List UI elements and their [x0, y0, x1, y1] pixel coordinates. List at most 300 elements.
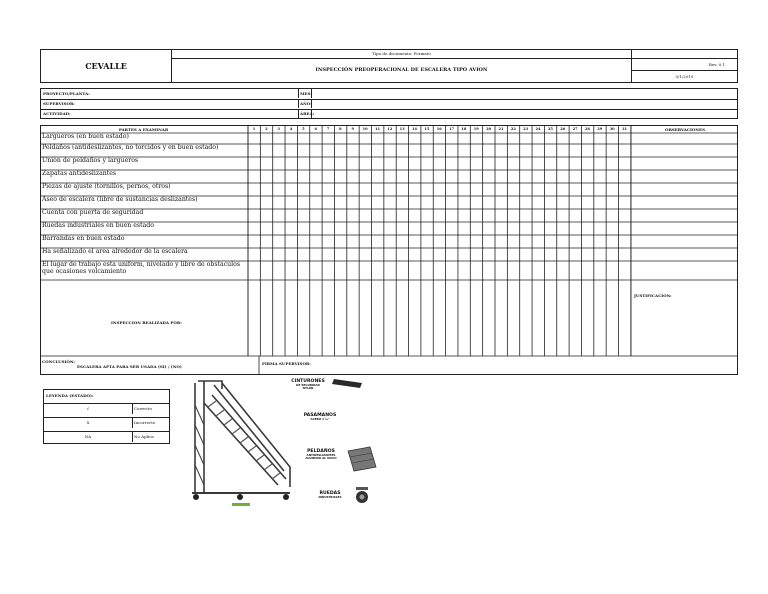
day-check-cell[interactable]	[557, 196, 569, 209]
day-check-cell[interactable]	[347, 144, 359, 157]
day-check-cell[interactable]	[569, 170, 581, 183]
day-check-cell[interactable]	[532, 222, 544, 235]
day-check-cell[interactable]	[495, 261, 507, 280]
day-check-cell[interactable]	[495, 222, 507, 235]
day-check-cell[interactable]	[297, 133, 309, 144]
day-check-cell[interactable]	[409, 133, 421, 144]
day-check-cell[interactable]	[285, 209, 297, 222]
day-check-cell[interactable]	[557, 261, 569, 280]
day-check-cell[interactable]	[297, 157, 309, 170]
day-check-cell[interactable]	[273, 144, 285, 157]
day-check-cell[interactable]	[619, 209, 631, 222]
day-check-cell[interactable]	[285, 183, 297, 196]
day-check-cell[interactable]	[507, 144, 519, 157]
supervisor-field[interactable]	[111, 99, 296, 108]
day-check-cell[interactable]	[544, 157, 556, 170]
day-check-cell[interactable]	[495, 235, 507, 248]
day-check-cell[interactable]	[557, 157, 569, 170]
day-check-cell[interactable]	[520, 196, 532, 209]
observation-cell[interactable]	[631, 144, 737, 157]
day-check-cell[interactable]	[297, 222, 309, 235]
day-check-cell[interactable]	[310, 196, 322, 209]
day-check-cell[interactable]	[347, 196, 359, 209]
day-check-cell[interactable]	[581, 235, 593, 248]
day-check-cell[interactable]	[273, 222, 285, 235]
day-check-cell[interactable]	[260, 235, 272, 248]
day-check-cell[interactable]	[520, 144, 532, 157]
day-check-cell[interactable]	[458, 144, 470, 157]
day-check-cell[interactable]	[483, 170, 495, 183]
day-check-cell[interactable]	[446, 235, 458, 248]
day-check-cell[interactable]	[347, 157, 359, 170]
day-check-cell[interactable]	[322, 196, 334, 209]
day-check-cell[interactable]	[334, 209, 346, 222]
day-check-cell[interactable]	[347, 209, 359, 222]
day-check-cell[interactable]	[446, 183, 458, 196]
day-check-cell[interactable]	[396, 133, 408, 144]
day-check-cell[interactable]	[544, 183, 556, 196]
day-check-cell[interactable]	[359, 222, 371, 235]
day-check-cell[interactable]	[557, 170, 569, 183]
observation-cell[interactable]	[631, 235, 737, 248]
day-check-cell[interactable]	[458, 235, 470, 248]
day-check-cell[interactable]	[372, 248, 384, 261]
day-check-cell[interactable]	[409, 183, 421, 196]
day-check-cell[interactable]	[433, 248, 445, 261]
day-check-cell[interactable]	[470, 235, 482, 248]
day-check-cell[interactable]	[248, 157, 260, 170]
day-check-cell[interactable]	[421, 196, 433, 209]
day-check-cell[interactable]	[310, 183, 322, 196]
day-check-cell[interactable]	[372, 235, 384, 248]
day-check-cell[interactable]	[606, 222, 618, 235]
day-check-cell[interactable]	[458, 248, 470, 261]
day-check-cell[interactable]	[594, 222, 606, 235]
day-check-cell[interactable]	[594, 235, 606, 248]
day-check-cell[interactable]	[322, 133, 334, 144]
day-check-cell[interactable]	[581, 157, 593, 170]
day-check-cell[interactable]	[347, 133, 359, 144]
day-check-cell[interactable]	[544, 170, 556, 183]
day-check-cell[interactable]	[322, 248, 334, 261]
day-check-cell[interactable]	[446, 133, 458, 144]
day-check-cell[interactable]	[372, 196, 384, 209]
day-check-cell[interactable]	[532, 157, 544, 170]
day-check-cell[interactable]	[532, 248, 544, 261]
day-check-cell[interactable]	[384, 144, 396, 157]
day-check-cell[interactable]	[260, 183, 272, 196]
day-check-cell[interactable]	[273, 261, 285, 280]
day-check-cell[interactable]	[544, 209, 556, 222]
day-check-cell[interactable]	[310, 248, 322, 261]
day-check-cell[interactable]	[310, 170, 322, 183]
day-check-cell[interactable]	[384, 248, 396, 261]
day-check-cell[interactable]	[396, 157, 408, 170]
day-check-cell[interactable]	[396, 170, 408, 183]
day-check-cell[interactable]	[544, 261, 556, 280]
day-check-cell[interactable]	[446, 209, 458, 222]
day-check-cell[interactable]	[334, 235, 346, 248]
day-check-cell[interactable]	[619, 235, 631, 248]
day-check-cell[interactable]	[619, 144, 631, 157]
observation-cell[interactable]	[631, 196, 737, 209]
day-check-cell[interactable]	[532, 144, 544, 157]
day-check-cell[interactable]	[495, 157, 507, 170]
day-check-cell[interactable]	[359, 157, 371, 170]
day-check-cell[interactable]	[569, 235, 581, 248]
day-check-cell[interactable]	[520, 209, 532, 222]
day-check-cell[interactable]	[359, 144, 371, 157]
day-check-cell[interactable]	[520, 235, 532, 248]
day-check-cell[interactable]	[594, 196, 606, 209]
day-check-cell[interactable]	[569, 261, 581, 280]
day-check-cell[interactable]	[409, 209, 421, 222]
day-check-cell[interactable]	[483, 235, 495, 248]
day-check-cell[interactable]	[507, 183, 519, 196]
day-check-cell[interactable]	[310, 261, 322, 280]
day-check-cell[interactable]	[606, 133, 618, 144]
day-check-cell[interactable]	[446, 261, 458, 280]
day-check-cell[interactable]	[334, 248, 346, 261]
day-check-cell[interactable]	[421, 209, 433, 222]
day-check-cell[interactable]	[409, 144, 421, 157]
day-check-cell[interactable]	[619, 157, 631, 170]
observation-cell[interactable]	[631, 222, 737, 235]
day-check-cell[interactable]	[619, 196, 631, 209]
day-check-cell[interactable]	[273, 235, 285, 248]
observation-cell[interactable]	[631, 133, 737, 144]
day-check-cell[interactable]	[297, 209, 309, 222]
day-check-cell[interactable]	[532, 133, 544, 144]
day-check-cell[interactable]	[273, 133, 285, 144]
day-check-cell[interactable]	[372, 183, 384, 196]
day-check-cell[interactable]	[285, 222, 297, 235]
day-check-cell[interactable]	[520, 248, 532, 261]
day-check-cell[interactable]	[260, 209, 272, 222]
day-check-cell[interactable]	[372, 261, 384, 280]
day-check-cell[interactable]	[334, 183, 346, 196]
day-check-cell[interactable]	[297, 196, 309, 209]
day-check-cell[interactable]	[372, 157, 384, 170]
day-check-cell[interactable]	[569, 209, 581, 222]
day-check-cell[interactable]	[569, 133, 581, 144]
day-check-cell[interactable]	[334, 133, 346, 144]
day-check-cell[interactable]	[409, 196, 421, 209]
day-check-cell[interactable]	[433, 157, 445, 170]
day-check-cell[interactable]	[581, 222, 593, 235]
day-check-cell[interactable]	[520, 222, 532, 235]
day-check-cell[interactable]	[334, 196, 346, 209]
day-check-cell[interactable]	[384, 170, 396, 183]
day-check-cell[interactable]	[433, 222, 445, 235]
day-check-cell[interactable]	[409, 157, 421, 170]
day-check-cell[interactable]	[297, 170, 309, 183]
day-check-cell[interactable]	[458, 209, 470, 222]
day-check-cell[interactable]	[273, 209, 285, 222]
day-check-cell[interactable]	[606, 235, 618, 248]
day-check-cell[interactable]	[396, 248, 408, 261]
day-check-cell[interactable]	[544, 196, 556, 209]
observation-cell[interactable]	[631, 209, 737, 222]
day-check-cell[interactable]	[557, 235, 569, 248]
day-check-cell[interactable]	[594, 170, 606, 183]
day-check-cell[interactable]	[273, 183, 285, 196]
day-check-cell[interactable]	[273, 170, 285, 183]
day-check-cell[interactable]	[384, 183, 396, 196]
day-check-cell[interactable]	[359, 196, 371, 209]
day-check-cell[interactable]	[248, 248, 260, 261]
day-check-cell[interactable]	[273, 157, 285, 170]
day-check-cell[interactable]	[507, 209, 519, 222]
day-check-cell[interactable]	[606, 183, 618, 196]
day-check-cell[interactable]	[248, 222, 260, 235]
day-check-cell[interactable]	[285, 157, 297, 170]
day-check-cell[interactable]	[594, 209, 606, 222]
day-check-cell[interactable]	[409, 170, 421, 183]
day-check-cell[interactable]	[532, 261, 544, 280]
day-check-cell[interactable]	[458, 183, 470, 196]
day-check-cell[interactable]	[495, 133, 507, 144]
day-check-cell[interactable]	[359, 209, 371, 222]
day-check-cell[interactable]	[248, 235, 260, 248]
day-check-cell[interactable]	[359, 183, 371, 196]
day-check-cell[interactable]	[248, 144, 260, 157]
day-check-cell[interactable]	[297, 235, 309, 248]
day-check-cell[interactable]	[347, 183, 359, 196]
day-check-cell[interactable]	[409, 248, 421, 261]
day-check-cell[interactable]	[581, 261, 593, 280]
day-check-cell[interactable]	[619, 183, 631, 196]
day-check-cell[interactable]	[458, 157, 470, 170]
day-check-cell[interactable]	[557, 248, 569, 261]
day-check-cell[interactable]	[594, 183, 606, 196]
day-check-cell[interactable]	[495, 144, 507, 157]
activity-field[interactable]	[111, 109, 296, 118]
day-check-cell[interactable]	[372, 209, 384, 222]
day-check-cell[interactable]	[446, 157, 458, 170]
day-check-cell[interactable]	[495, 248, 507, 261]
day-check-cell[interactable]	[347, 248, 359, 261]
day-check-cell[interactable]	[483, 248, 495, 261]
day-check-cell[interactable]	[359, 261, 371, 280]
day-check-cell[interactable]	[260, 144, 272, 157]
day-check-cell[interactable]	[495, 170, 507, 183]
day-check-cell[interactable]	[396, 235, 408, 248]
day-check-cell[interactable]	[260, 196, 272, 209]
day-check-cell[interactable]	[409, 261, 421, 280]
day-check-cell[interactable]	[594, 157, 606, 170]
day-check-cell[interactable]	[483, 196, 495, 209]
day-check-cell[interactable]	[507, 235, 519, 248]
day-check-cell[interactable]	[544, 235, 556, 248]
day-check-cell[interactable]	[594, 261, 606, 280]
day-check-cell[interactable]	[248, 261, 260, 280]
day-check-cell[interactable]	[557, 144, 569, 157]
observation-cell[interactable]	[631, 157, 737, 170]
day-check-cell[interactable]	[285, 235, 297, 248]
day-check-cell[interactable]	[260, 170, 272, 183]
day-check-cell[interactable]	[372, 222, 384, 235]
day-check-cell[interactable]	[322, 235, 334, 248]
day-check-cell[interactable]	[310, 222, 322, 235]
day-check-cell[interactable]	[446, 196, 458, 209]
day-check-cell[interactable]	[470, 222, 482, 235]
day-check-cell[interactable]	[372, 170, 384, 183]
day-check-cell[interactable]	[396, 222, 408, 235]
day-check-cell[interactable]	[495, 183, 507, 196]
day-check-cell[interactable]	[433, 235, 445, 248]
day-check-cell[interactable]	[396, 183, 408, 196]
day-check-cell[interactable]	[483, 144, 495, 157]
day-check-cell[interactable]	[495, 196, 507, 209]
day-check-cell[interactable]	[532, 235, 544, 248]
day-check-cell[interactable]	[285, 248, 297, 261]
day-check-cell[interactable]	[322, 222, 334, 235]
day-check-cell[interactable]	[334, 222, 346, 235]
day-check-cell[interactable]	[470, 261, 482, 280]
day-check-cell[interactable]	[532, 170, 544, 183]
day-check-cell[interactable]	[260, 261, 272, 280]
day-check-cell[interactable]	[260, 248, 272, 261]
day-check-cell[interactable]	[396, 144, 408, 157]
day-check-cell[interactable]	[569, 144, 581, 157]
day-check-cell[interactable]	[458, 222, 470, 235]
day-check-cell[interactable]	[384, 261, 396, 280]
day-check-cell[interactable]	[322, 209, 334, 222]
day-check-cell[interactable]	[433, 144, 445, 157]
day-check-cell[interactable]	[569, 183, 581, 196]
day-check-cell[interactable]	[421, 235, 433, 248]
day-check-cell[interactable]	[334, 170, 346, 183]
day-check-cell[interactable]	[581, 196, 593, 209]
day-check-cell[interactable]	[372, 133, 384, 144]
project-field[interactable]	[111, 89, 296, 98]
day-check-cell[interactable]	[544, 133, 556, 144]
day-check-cell[interactable]	[470, 196, 482, 209]
day-check-cell[interactable]	[458, 133, 470, 144]
day-check-cell[interactable]	[606, 144, 618, 157]
day-check-cell[interactable]	[520, 157, 532, 170]
day-check-cell[interactable]	[396, 261, 408, 280]
day-check-cell[interactable]	[557, 183, 569, 196]
day-check-cell[interactable]	[285, 196, 297, 209]
day-check-cell[interactable]	[458, 196, 470, 209]
day-check-cell[interactable]	[285, 261, 297, 280]
day-check-cell[interactable]	[507, 222, 519, 235]
day-check-cell[interactable]	[520, 170, 532, 183]
day-check-cell[interactable]	[396, 196, 408, 209]
day-check-cell[interactable]	[569, 248, 581, 261]
day-check-cell[interactable]	[619, 170, 631, 183]
day-check-cell[interactable]	[297, 248, 309, 261]
day-check-cell[interactable]	[384, 209, 396, 222]
day-check-cell[interactable]	[581, 209, 593, 222]
day-check-cell[interactable]	[421, 248, 433, 261]
day-check-cell[interactable]	[483, 261, 495, 280]
day-check-cell[interactable]	[483, 133, 495, 144]
day-check-cell[interactable]	[322, 157, 334, 170]
day-check-cell[interactable]	[384, 133, 396, 144]
day-check-cell[interactable]	[334, 144, 346, 157]
day-check-cell[interactable]	[322, 183, 334, 196]
day-check-cell[interactable]	[248, 133, 260, 144]
day-check-cell[interactable]	[310, 133, 322, 144]
day-check-cell[interactable]	[569, 157, 581, 170]
day-check-cell[interactable]	[606, 196, 618, 209]
day-check-cell[interactable]	[433, 196, 445, 209]
day-check-cell[interactable]	[421, 144, 433, 157]
day-check-cell[interactable]	[273, 248, 285, 261]
day-check-cell[interactable]	[260, 222, 272, 235]
day-check-cell[interactable]	[532, 183, 544, 196]
month-field[interactable]	[313, 89, 737, 98]
day-check-cell[interactable]	[248, 183, 260, 196]
day-check-cell[interactable]	[458, 170, 470, 183]
day-check-cell[interactable]	[433, 183, 445, 196]
day-check-cell[interactable]	[619, 261, 631, 280]
day-check-cell[interactable]	[594, 133, 606, 144]
day-check-cell[interactable]	[470, 144, 482, 157]
day-check-cell[interactable]	[606, 209, 618, 222]
day-check-cell[interactable]	[384, 196, 396, 209]
day-check-cell[interactable]	[446, 170, 458, 183]
year-field[interactable]	[313, 99, 737, 108]
day-check-cell[interactable]	[322, 144, 334, 157]
day-check-cell[interactable]	[260, 133, 272, 144]
day-check-cell[interactable]	[384, 222, 396, 235]
day-check-cell[interactable]	[532, 209, 544, 222]
day-check-cell[interactable]	[446, 222, 458, 235]
day-check-cell[interactable]	[507, 248, 519, 261]
day-check-cell[interactable]	[557, 209, 569, 222]
day-check-cell[interactable]	[520, 261, 532, 280]
day-check-cell[interactable]	[421, 157, 433, 170]
area-field[interactable]	[313, 109, 737, 118]
day-check-cell[interactable]	[606, 261, 618, 280]
day-check-cell[interactable]	[273, 196, 285, 209]
day-check-cell[interactable]	[359, 170, 371, 183]
day-check-cell[interactable]	[347, 222, 359, 235]
day-check-cell[interactable]	[606, 248, 618, 261]
day-check-cell[interactable]	[421, 261, 433, 280]
day-check-cell[interactable]	[285, 144, 297, 157]
day-check-cell[interactable]	[507, 261, 519, 280]
day-check-cell[interactable]	[248, 170, 260, 183]
day-check-cell[interactable]	[557, 222, 569, 235]
day-check-cell[interactable]	[384, 235, 396, 248]
day-check-cell[interactable]	[347, 261, 359, 280]
day-check-cell[interactable]	[322, 170, 334, 183]
day-check-cell[interactable]	[433, 133, 445, 144]
day-check-cell[interactable]	[557, 133, 569, 144]
day-check-cell[interactable]	[322, 261, 334, 280]
day-check-cell[interactable]	[421, 183, 433, 196]
day-check-cell[interactable]	[470, 248, 482, 261]
day-check-cell[interactable]	[483, 209, 495, 222]
day-check-cell[interactable]	[483, 183, 495, 196]
day-check-cell[interactable]	[544, 144, 556, 157]
day-check-cell[interactable]	[310, 235, 322, 248]
day-check-cell[interactable]	[359, 248, 371, 261]
day-check-cell[interactable]	[433, 261, 445, 280]
day-check-cell[interactable]	[507, 133, 519, 144]
day-check-cell[interactable]	[359, 235, 371, 248]
day-check-cell[interactable]	[310, 157, 322, 170]
observation-cell[interactable]	[631, 261, 737, 280]
day-check-cell[interactable]	[483, 222, 495, 235]
day-check-cell[interactable]	[569, 222, 581, 235]
day-check-cell[interactable]	[507, 170, 519, 183]
